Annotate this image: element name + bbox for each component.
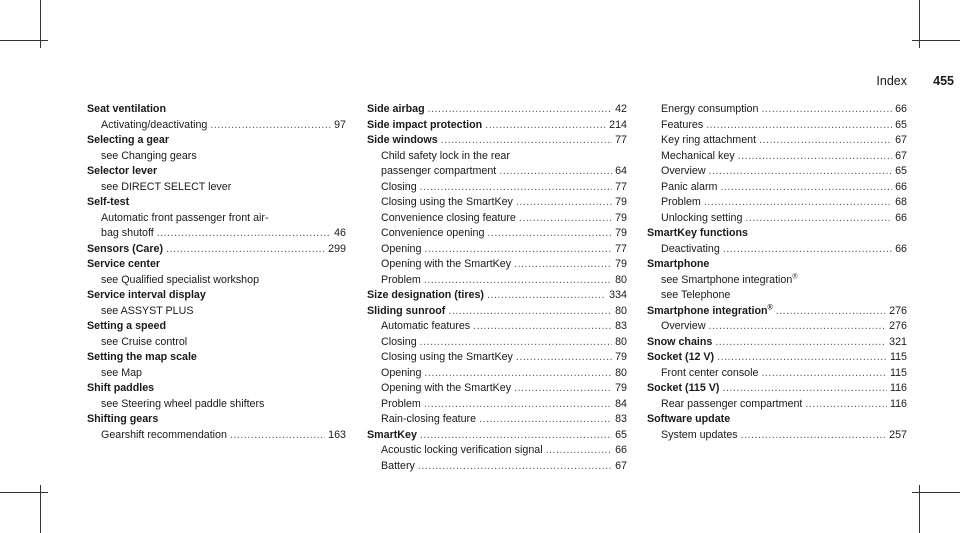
entry-text: Side windows	[367, 134, 438, 146]
index-subentry	[647, 118, 907, 134]
dot-leader	[514, 381, 612, 397]
entry-text: System updates	[661, 428, 738, 441]
dot-leader	[741, 428, 887, 444]
index-heading	[647, 304, 907, 320]
page-header	[660, 74, 960, 90]
entry-text: Shift paddles	[87, 382, 155, 394]
entry-text: bag shutoff	[101, 227, 154, 239]
index-subentry	[647, 133, 907, 149]
index-heading	[87, 350, 346, 366]
entry-text: Opening with the SmartKey	[381, 382, 512, 394]
entry-text: Closing using the SmartKey	[381, 196, 513, 208]
index-subentry	[367, 149, 627, 165]
dot-leader	[420, 428, 612, 444]
dot-leader	[720, 180, 892, 196]
index-subentry	[87, 211, 346, 227]
page-ref: 65	[615, 428, 627, 441]
index-heading	[367, 118, 627, 134]
page-ref: 66	[895, 211, 907, 224]
index-subentry	[87, 226, 346, 242]
index-subentry	[87, 273, 346, 289]
index-subentry	[367, 211, 627, 227]
page-ref: 46	[334, 227, 346, 239]
page-ref: 163	[328, 428, 346, 441]
entry-text: Closing	[381, 335, 417, 348]
page-ref: 67	[895, 134, 907, 146]
page-ref: 276	[889, 304, 907, 317]
dot-leader	[706, 118, 892, 134]
page-ref: 66	[895, 103, 907, 115]
entry-text: Battery	[381, 459, 415, 472]
index-subentry	[647, 102, 907, 118]
index-subentry	[647, 242, 907, 258]
index-subentry	[647, 180, 907, 196]
index-heading	[647, 350, 907, 366]
dot-leader	[420, 335, 612, 351]
dot-leader	[709, 319, 887, 335]
entry-text: Acoustic locking verification signal	[381, 444, 543, 456]
dot-leader	[514, 257, 612, 273]
dot-leader	[418, 459, 612, 475]
entry-text: Smartphone	[647, 258, 710, 270]
dot-leader	[717, 350, 887, 366]
entry-text: Problem	[381, 397, 421, 410]
entry-text: Features	[661, 118, 704, 131]
entry-text: Sensors (Care)	[87, 242, 164, 255]
dot-leader	[546, 443, 613, 459]
dot-leader	[479, 412, 612, 428]
index-heading	[647, 381, 907, 397]
page-ref: 115	[889, 366, 907, 379]
index-subentry	[647, 149, 907, 165]
page-ref: 299	[328, 242, 346, 255]
entry-text: Opening	[381, 366, 422, 379]
dot-leader	[722, 381, 886, 397]
page-ref: 276	[889, 320, 907, 332]
entry-text: Size designation (tires)	[367, 289, 484, 301]
entry-text: Automatic front passenger front air-	[101, 211, 269, 224]
dot-leader	[745, 211, 892, 227]
entry-text: Self-test	[87, 196, 130, 208]
dot-leader	[157, 226, 331, 242]
dot-leader	[473, 319, 612, 335]
index-subentry	[87, 118, 346, 134]
entry-text: Panic alarm	[661, 180, 718, 193]
entry-text: Unlocking setting	[661, 211, 743, 224]
entry-text: see Telephone	[661, 289, 731, 301]
entry-text: SmartKey	[367, 428, 417, 441]
page-number: 455	[933, 74, 954, 88]
index-subentry	[367, 226, 627, 242]
index-subentry	[87, 180, 346, 196]
page-ref: 68	[895, 196, 907, 208]
index-subentry	[87, 397, 346, 413]
entry-text: SmartKey functions	[647, 227, 748, 239]
index-subentry	[87, 304, 346, 320]
dot-leader	[738, 149, 892, 165]
entry-text: Closing	[381, 180, 417, 193]
index-heading	[87, 412, 346, 428]
page-ref: 79	[615, 211, 627, 224]
page-ref: 77	[615, 134, 627, 146]
entry-text: Convenience opening	[381, 227, 485, 239]
dot-leader	[499, 164, 612, 180]
index-subentry	[367, 459, 627, 475]
index-subentry	[647, 366, 907, 382]
index-subentry	[367, 335, 627, 351]
entry-text: Opening	[381, 242, 422, 255]
dot-leader	[715, 335, 886, 351]
dot-leader	[759, 133, 892, 149]
entry-text: Setting a speed	[87, 320, 166, 332]
page-ref: 66	[895, 180, 907, 193]
page-ref: 214	[609, 118, 627, 131]
page-ref: 66	[615, 444, 627, 456]
index-heading	[647, 226, 907, 242]
entry-text: Key ring attachment	[661, 134, 757, 146]
dot-leader	[424, 366, 612, 382]
entry-text: Side impact protection	[367, 118, 483, 131]
page-ref: 65	[895, 118, 907, 131]
entry-text: Setting the map scale	[87, 351, 197, 363]
index-heading	[87, 381, 346, 397]
page-ref: 65	[895, 165, 907, 177]
dot-leader	[424, 273, 612, 289]
entry-text: Problem	[381, 273, 421, 286]
index-subentry	[647, 164, 907, 180]
page-ref: 84	[615, 397, 627, 410]
index-subentry	[367, 242, 627, 258]
entry-text: Socket (12 V)	[647, 351, 715, 363]
page-ref: 116	[889, 382, 907, 394]
entry-text: Smartphone integration®	[647, 303, 773, 317]
entry-text: Socket (115 V)	[647, 382, 720, 394]
index-subentry	[647, 195, 907, 211]
entry-text: Overview	[661, 320, 706, 332]
index-subentry	[647, 319, 907, 335]
entry-text: see Changing gears	[101, 149, 197, 162]
entry-text: Front center console	[661, 366, 759, 379]
dot-leader	[485, 118, 606, 134]
entry-text: Closing using the SmartKey	[381, 351, 513, 363]
index-heading	[87, 242, 346, 258]
index-subentry	[87, 335, 346, 351]
entry-text: Automatic features	[381, 320, 471, 332]
page-ref: 77	[615, 242, 627, 255]
index-subentry	[367, 366, 627, 382]
entry-text: see Steering wheel paddle shifters	[101, 397, 265, 410]
page-ref: 67	[895, 149, 907, 162]
entry-text: Software update	[647, 413, 731, 425]
entry-text: Energy consumption	[661, 103, 759, 115]
page-ref: 321	[889, 335, 907, 348]
dot-leader	[761, 102, 892, 118]
page-ref: 80	[615, 304, 627, 317]
index-subentry	[87, 366, 346, 382]
entry-text: Selector lever	[87, 165, 158, 177]
index-heading	[87, 257, 346, 273]
index-heading	[367, 288, 627, 304]
index-subentry	[647, 273, 907, 289]
dot-leader	[424, 242, 612, 258]
index-heading	[87, 164, 346, 180]
index-heading	[87, 102, 346, 118]
page-ref: 79	[615, 258, 627, 270]
index-column-3	[647, 102, 907, 443]
entry-text: Snow chains	[647, 335, 713, 348]
index-heading	[647, 412, 907, 428]
index-heading	[647, 335, 907, 351]
entry-text: see Smartphone integration®	[661, 272, 798, 286]
dot-leader	[709, 164, 893, 180]
page-ref: 67	[615, 459, 627, 472]
entry-text: Gearshift recommendation	[101, 428, 227, 441]
dot-leader	[487, 226, 612, 242]
index-heading	[87, 288, 346, 304]
dot-leader	[428, 102, 612, 118]
index-heading	[87, 195, 346, 211]
index-heading	[647, 257, 907, 273]
page-ref: 80	[615, 335, 627, 348]
page-ref: 116	[889, 397, 907, 410]
index-heading	[87, 133, 346, 149]
page-ref: 79	[615, 227, 627, 239]
entry-text: Mechanical key	[661, 149, 735, 162]
index-heading	[87, 319, 346, 335]
page-ref: 42	[615, 103, 627, 115]
page-ref: 83	[615, 320, 627, 332]
dot-leader	[516, 350, 612, 366]
page-ref: 79	[615, 382, 627, 394]
page-ref: 64	[615, 165, 627, 177]
dot-leader	[723, 242, 892, 258]
page-ref: 97	[334, 118, 346, 131]
index-subentry	[647, 288, 907, 304]
index-heading	[367, 304, 627, 320]
page-ref: 115	[889, 351, 907, 363]
entry-text: Service center	[87, 258, 161, 270]
index-subentry	[367, 412, 627, 428]
entry-text: see ASSYST PLUS	[101, 304, 194, 317]
page-ref: 334	[609, 289, 627, 301]
index-heading	[367, 102, 627, 118]
dot-leader	[516, 195, 612, 211]
index-subentry	[367, 443, 627, 459]
registered-mark: ®	[767, 303, 773, 311]
dot-leader	[424, 397, 612, 413]
dot-leader	[448, 304, 612, 320]
dot-leader	[210, 118, 331, 134]
index-heading	[367, 428, 627, 444]
dot-leader	[166, 242, 325, 258]
index-subentry	[367, 350, 627, 366]
index-subentry	[647, 428, 907, 444]
index-subentry	[367, 180, 627, 196]
index-subentry	[367, 319, 627, 335]
page-ref: 257	[889, 428, 907, 441]
entry-text: Selecting a gear	[87, 134, 169, 146]
page-ref: 79	[615, 351, 627, 363]
entry-text: Overview	[661, 165, 706, 177]
dot-leader	[805, 397, 887, 413]
index-heading	[367, 133, 627, 149]
entry-text: passenger compartment	[381, 165, 497, 177]
index-subentry	[87, 149, 346, 165]
dot-leader	[519, 211, 612, 227]
entry-text: Sliding sunroof	[367, 304, 446, 317]
entry-text: Rear passenger compartment	[661, 397, 803, 410]
entry-text: Deactivating	[661, 242, 720, 255]
index-subentry	[87, 428, 346, 444]
dot-leader	[487, 288, 606, 304]
entry-text: Side airbag	[367, 103, 425, 115]
page-ref: 79	[615, 196, 627, 208]
page-ref: 80	[615, 273, 627, 286]
page-ref: 80	[615, 366, 627, 379]
entry-text: see DIRECT SELECT lever	[101, 180, 232, 193]
index-subentry	[367, 257, 627, 273]
index-subentry	[647, 211, 907, 227]
index-subentry	[367, 164, 627, 180]
dot-leader	[441, 133, 612, 149]
section-label: Index	[876, 74, 907, 88]
index-column-2	[367, 102, 627, 474]
entry-text: Opening with the SmartKey	[381, 258, 512, 270]
index-subentry	[367, 381, 627, 397]
dot-leader	[704, 195, 892, 211]
index-subentry	[647, 397, 907, 413]
entry-text: Shifting gears	[87, 413, 159, 425]
page-ref: 77	[615, 180, 627, 193]
index-subentry	[367, 273, 627, 289]
entry-text: see Cruise control	[101, 335, 188, 348]
entry-text: Activating/deactivating	[101, 118, 208, 131]
entry-text: Child safety lock in the rear	[381, 149, 510, 162]
registered-mark: ®	[792, 272, 798, 280]
dot-leader	[420, 180, 612, 196]
entry-text: see Qualified specialist workshop	[101, 273, 260, 286]
index-column-1	[87, 102, 346, 443]
page-ref: 66	[895, 242, 907, 255]
entry-text: Service interval display	[87, 289, 206, 301]
index-subentry	[367, 195, 627, 211]
index-subentry	[367, 397, 627, 413]
entry-text: Problem	[661, 196, 701, 208]
dot-leader	[761, 366, 887, 382]
entry-text: Convenience closing feature	[381, 211, 516, 224]
dot-leader	[230, 428, 325, 444]
entry-text: see Map	[101, 366, 142, 379]
dot-leader	[776, 304, 886, 320]
entry-text: Seat ventilation	[87, 103, 166, 115]
entry-text: Rain-closing feature	[381, 413, 477, 425]
page-ref: 83	[615, 413, 627, 425]
